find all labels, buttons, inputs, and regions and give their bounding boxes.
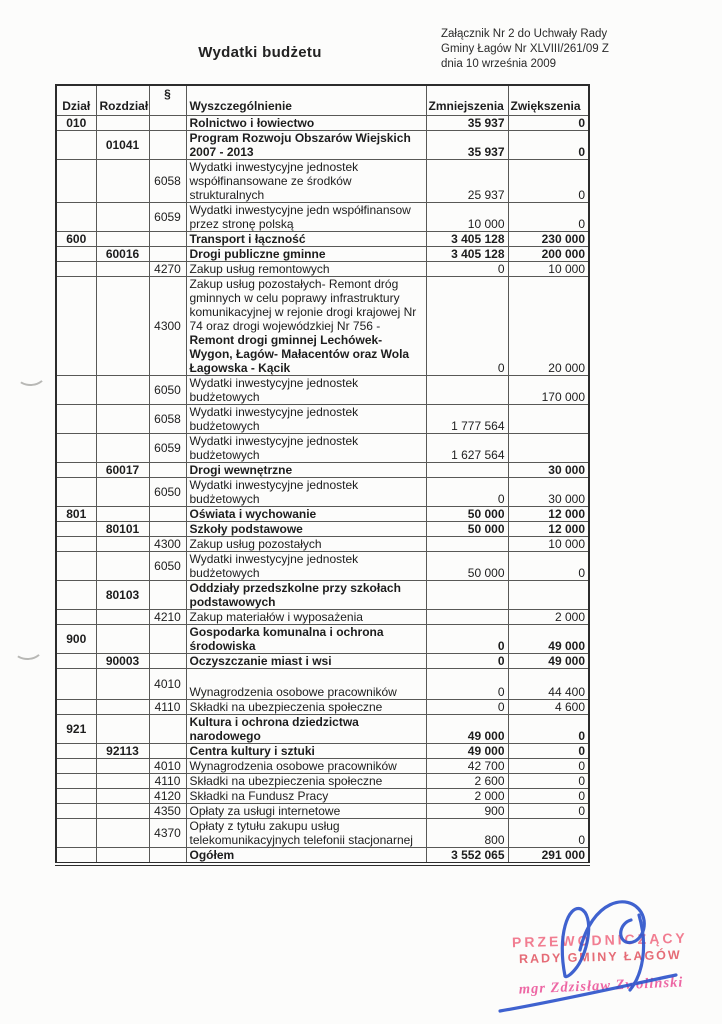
cell-rozdzial — [96, 277, 149, 376]
cell-dzial — [56, 552, 96, 581]
cell-paragraf — [149, 131, 186, 160]
cell-rozdzial — [96, 625, 149, 654]
cell-paragraf: 4300 — [149, 537, 186, 552]
stamp-name: mgr Zdzisław Zwoliński — [518, 974, 684, 998]
cell-wyszczegolnienie — [186, 819, 426, 848]
cell-paragraf — [149, 581, 186, 610]
cell-zwiekszenia: 12 000 — [508, 507, 589, 522]
cell-dzial — [56, 277, 96, 376]
cell-zmniejszenia: 35 937 — [426, 131, 508, 160]
column-header-paragraf: § — [149, 85, 186, 116]
table-row — [56, 744, 589, 759]
cell-dzial — [56, 537, 96, 552]
cell-wyszczegolnienie — [186, 478, 426, 507]
column-header-wyszczegolnienie: Wyszczególnienie — [186, 85, 426, 116]
cell-paragraf: 6059 — [149, 203, 186, 232]
cell-paragraf — [149, 848, 186, 865]
cell-rozdzial: 01041 — [96, 131, 149, 160]
cell-wyszczegolnienie — [186, 463, 426, 478]
cell-wyszczegolnienie — [186, 789, 426, 804]
punch-hole-mark — [15, 363, 46, 387]
cell-paragraf: 6050 — [149, 552, 186, 581]
cell-dzial — [56, 522, 96, 537]
cell-rozdzial — [96, 759, 149, 774]
cell-rozdzial — [96, 669, 149, 700]
description-text: Wydatki inwestycyjne jednostek budżetowych — [189, 552, 359, 580]
cell-zwiekszenia — [508, 405, 589, 434]
cell-dzial — [56, 160, 96, 203]
cell-dzial — [56, 700, 96, 715]
cell-zwiekszenia: 0 — [508, 789, 589, 804]
description-text: Wynagrodzenia osobowe pracowników — [189, 759, 397, 773]
description-text: Program Rozwoju Obszarów Wiejskich 2007 - 2013 — [189, 131, 411, 159]
cell-dzial — [56, 759, 96, 774]
cell-rozdzial: 60016 — [96, 247, 149, 262]
description-text: Wydatki inwestycyjne jednostek budżetowych — [189, 478, 359, 506]
description-text: Zakup usług pozostałych — [189, 537, 322, 551]
description-text: Składki na Fundusz Pracy — [189, 789, 329, 803]
cell-wyszczegolnienie — [186, 744, 426, 759]
description-text: Składki na ubezpieczenia społeczne — [189, 774, 383, 788]
cell-wyszczegolnienie — [186, 625, 426, 654]
cell-zwiekszenia: 44 400 — [508, 669, 589, 700]
cell-zmniejszenia: 50 000 — [426, 507, 508, 522]
description-text: Kultura i ochrona dziedzictwa narodowego — [189, 715, 359, 743]
description-text: Transport i łączność — [189, 232, 306, 246]
table-row — [56, 654, 589, 669]
cell-paragraf — [149, 522, 186, 537]
cell-dzial — [56, 848, 96, 865]
cell-zmniejszenia: 0 — [426, 654, 508, 669]
cell-paragraf — [149, 507, 186, 522]
cell-wyszczegolnienie — [186, 203, 426, 232]
cell-zwiekszenia: 4 600 — [508, 700, 589, 715]
cell-zmniejszenia — [426, 581, 508, 610]
table-row — [56, 131, 589, 160]
cell-rozdzial — [96, 700, 149, 715]
cell-zmniejszenia: 49 000 — [426, 715, 508, 744]
cell-zwiekszenia: 200 000 — [508, 247, 589, 262]
cell-zwiekszenia: 30 000 — [508, 478, 589, 507]
description-text: Wydatki inwestycyjne jednostek budżetowych — [189, 405, 359, 433]
cell-dzial: 900 — [56, 625, 96, 654]
cell-paragraf: 4300 — [149, 277, 186, 376]
cell-wyszczegolnienie — [186, 522, 426, 537]
table-row — [56, 463, 589, 478]
table-row — [56, 804, 589, 819]
cell-rozdzial — [96, 819, 149, 848]
cell-wyszczegolnienie — [186, 537, 426, 552]
attachment-line: Gminy Łagów Nr XLVIII/261/09 Z — [441, 43, 609, 55]
cell-zwiekszenia: 30 000 — [508, 463, 589, 478]
cell-dzial — [56, 581, 96, 610]
cell-wyszczegolnienie — [186, 247, 426, 262]
cell-wyszczegolnienie — [186, 610, 426, 625]
cell-dzial — [56, 262, 96, 277]
cell-dzial — [56, 131, 96, 160]
cell-dzial — [56, 669, 96, 700]
cell-paragraf — [149, 625, 186, 654]
cell-zwiekszenia: 12 000 — [508, 522, 589, 537]
cell-paragraf: 4370 — [149, 819, 186, 848]
description-text: Szkoły podstawowe — [189, 522, 303, 536]
cell-zwiekszenia: 230 000 — [508, 232, 589, 247]
cell-rozdzial: 60017 — [96, 463, 149, 478]
cell-zmniejszenia: 2 600 — [426, 774, 508, 789]
cell-wyszczegolnienie — [186, 262, 426, 277]
description-text: Opłaty za usługi internetowe — [189, 804, 341, 818]
cell-wyszczegolnienie — [186, 552, 426, 581]
attachment-note — [441, 27, 671, 72]
cell-zwiekszenia: 0 — [508, 160, 589, 203]
cell-wyszczegolnienie — [186, 700, 426, 715]
description-text: Zakup materiałów i wyposażenia — [189, 610, 363, 624]
cell-dzial — [56, 744, 96, 759]
cell-zmniejszenia: 50 000 — [426, 552, 508, 581]
cell-rozdzial — [96, 376, 149, 405]
column-header-zwiekszenia: Zwiększenia — [508, 85, 589, 116]
cell-rozdzial — [96, 507, 149, 522]
cell-zmniejszenia: 0 — [426, 277, 508, 376]
cell-dzial: 600 — [56, 232, 96, 247]
cell-paragraf — [149, 116, 186, 131]
cell-zmniejszenia: 900 — [426, 804, 508, 819]
cell-zwiekszenia: 0 — [508, 819, 589, 848]
cell-paragraf — [149, 463, 186, 478]
cell-rozdzial — [96, 478, 149, 507]
cell-zwiekszenia: 0 — [508, 131, 589, 160]
cell-zmniejszenia: 0 — [426, 478, 508, 507]
table-row — [56, 232, 589, 247]
description-text: Zakup usług remontowych — [189, 262, 330, 276]
description-text: Oddziały przedszkolne przy szkołach podstawowych — [189, 581, 401, 609]
budget-table — [55, 84, 590, 866]
table-row — [56, 610, 589, 625]
description-text: Opłaty z tytułu zakupu usług telekomunikacyjnych telefonii stacjonarnej — [189, 819, 413, 847]
cell-zmniejszenia: 42 700 — [426, 759, 508, 774]
cell-rozdzial — [96, 232, 149, 247]
cell-rozdzial — [96, 715, 149, 744]
table-row — [56, 581, 589, 610]
cell-rozdzial: 90003 — [96, 654, 149, 669]
cell-zwiekszenia: 170 000 — [508, 376, 589, 405]
table-row — [56, 774, 589, 789]
description-text: Ogółem — [189, 848, 235, 862]
cell-zmniejszenia: 1 777 564 — [426, 405, 508, 434]
attachment-line: Załącznik Nr 2 do Uchwały Rady — [441, 28, 608, 40]
cell-zmniejszenia: 10 000 — [426, 203, 508, 232]
table-row — [56, 715, 589, 744]
cell-dzial — [56, 405, 96, 434]
cell-wyszczegolnienie — [186, 277, 426, 376]
cell-zmniejszenia: 49 000 — [426, 744, 508, 759]
cell-zmniejszenia: 50 000 — [426, 522, 508, 537]
cell-dzial — [56, 819, 96, 848]
table-row — [56, 277, 589, 376]
cell-paragraf — [149, 232, 186, 247]
description-text: Zakup usług pozostałych- Remont dróg gminnych w celu poprawy infrastruktury komunikacyjnej w rejonie drogi krajowej Nr 74 oraz drogi wojewódzkiej Nr 756 - — [189, 277, 417, 333]
table-row — [56, 116, 589, 131]
cell-rozdzial: 80101 — [96, 522, 149, 537]
cell-zwiekszenia: 291 000 — [508, 848, 589, 865]
cell-zwiekszenia: 0 — [508, 715, 589, 744]
cell-dzial: 801 — [56, 507, 96, 522]
description-text: Rolnictwo i łowiectwo — [189, 116, 315, 130]
cell-paragraf: 4110 — [149, 700, 186, 715]
cell-zmniejszenia: 2 000 — [426, 789, 508, 804]
cell-rozdzial — [96, 552, 149, 581]
cell-zwiekszenia — [508, 434, 589, 463]
cell-wyszczegolnienie — [186, 715, 426, 744]
cell-rozdzial — [96, 848, 149, 865]
cell-wyszczegolnienie — [186, 804, 426, 819]
cell-paragraf: 4010 — [149, 669, 186, 700]
cell-zmniejszenia: 800 — [426, 819, 508, 848]
table-row — [56, 759, 589, 774]
description-text: Drogi wewnętrzne — [189, 463, 293, 477]
table-row — [56, 376, 589, 405]
cell-zwiekszenia: 10 000 — [508, 262, 589, 277]
cell-zmniejszenia: 1 627 564 — [426, 434, 508, 463]
table-row — [56, 434, 589, 463]
cell-zmniejszenia — [426, 610, 508, 625]
table-row — [56, 789, 589, 804]
cell-wyszczegolnienie — [186, 116, 426, 131]
description-text: Wynagrodzenia osobowe pracowników — [189, 685, 397, 699]
cell-wyszczegolnienie — [186, 160, 426, 203]
cell-paragraf — [149, 715, 186, 744]
table-row — [56, 478, 589, 507]
cell-paragraf — [149, 744, 186, 759]
attachment-line: dnia 10 września 2009 — [441, 58, 557, 70]
table-row — [56, 507, 589, 522]
cell-paragraf: 4270 — [149, 262, 186, 277]
cell-zwiekszenia: 0 — [508, 744, 589, 759]
cell-rozdzial — [96, 804, 149, 819]
table-row — [56, 203, 589, 232]
table-row — [56, 625, 589, 654]
cell-zmniejszenia: 3 405 128 — [426, 232, 508, 247]
cell-zmniejszenia — [426, 537, 508, 552]
cell-paragraf: 6058 — [149, 160, 186, 203]
table-row — [56, 552, 589, 581]
table-row — [56, 405, 589, 434]
cell-dzial — [56, 654, 96, 669]
cell-dzial — [56, 789, 96, 804]
cell-paragraf: 6059 — [149, 434, 186, 463]
cell-wyszczegolnienie — [186, 507, 426, 522]
description-text: Oświata i wychowanie — [189, 507, 317, 521]
signature-scribble — [470, 888, 710, 1020]
cell-paragraf: 6058 — [149, 405, 186, 434]
description-text-bold: Remont drogi gminnej Lechówek-Wygon, Łagów- Małacentów oraz Wola Łagowska - Kącik — [189, 333, 410, 375]
cell-rozdzial — [96, 116, 149, 131]
description-text: Centra kultury i sztuki — [189, 744, 315, 758]
cell-dzial — [56, 434, 96, 463]
column-header-rozdzial: Rozdział — [96, 85, 149, 116]
cell-zwiekszenia: 0 — [508, 804, 589, 819]
cell-paragraf: 4210 — [149, 610, 186, 625]
cell-dzial: 010 — [56, 116, 96, 131]
table-row — [56, 247, 589, 262]
cell-rozdzial: 80103 — [96, 581, 149, 610]
table-row — [56, 537, 589, 552]
stamp-title: PRZEWODNICZĄCY — [511, 929, 688, 951]
cell-rozdzial — [96, 789, 149, 804]
cell-zwiekszenia: 0 — [508, 552, 589, 581]
cell-zwiekszenia: 0 — [508, 759, 589, 774]
cell-rozdzial — [96, 405, 149, 434]
cell-dzial — [56, 774, 96, 789]
cell-paragraf — [149, 654, 186, 669]
cell-paragraf: 6050 — [149, 376, 186, 405]
description-text: Składki na ubezpieczenia społeczne — [189, 700, 383, 714]
punch-hole-mark — [12, 637, 43, 661]
cell-zwiekszenia: 0 — [508, 203, 589, 232]
cell-rozdzial — [96, 203, 149, 232]
cell-wyszczegolnienie — [186, 581, 426, 610]
cell-dzial — [56, 478, 96, 507]
table-row — [56, 160, 589, 203]
description-text: Wydatki inwestycyjne jednostek budżetowych — [189, 376, 359, 404]
cell-zmniejszenia — [426, 463, 508, 478]
cell-dzial — [56, 203, 96, 232]
cell-zmniejszenia: 3 552 065 — [426, 848, 508, 865]
cell-wyszczegolnienie — [186, 669, 426, 700]
table-row — [56, 848, 589, 865]
cell-zmniejszenia: 0 — [426, 669, 508, 700]
table-row — [56, 819, 589, 848]
cell-zmniejszenia: 0 — [426, 625, 508, 654]
table-row — [56, 669, 589, 700]
cell-zwiekszenia: 2 000 — [508, 610, 589, 625]
cell-wyszczegolnienie — [186, 232, 426, 247]
description-text: Wydatki inwestycyjne jedn współfinansow przez stronę polską — [189, 203, 411, 231]
cell-rozdzial: 92113 — [96, 744, 149, 759]
cell-zmniejszenia: 35 937 — [426, 116, 508, 131]
table-header-row — [56, 85, 589, 116]
cell-paragraf — [149, 247, 186, 262]
cell-dzial — [56, 610, 96, 625]
cell-zwiekszenia: 49 000 — [508, 625, 589, 654]
cell-dzial — [56, 463, 96, 478]
cell-zmniejszenia: 0 — [426, 700, 508, 715]
stamp-council: RADY GMINY ŁAGÓW — [518, 947, 682, 967]
description-text: Wydatki inwestycyjne jednostek współfinansowane ze środków strukturalnych — [189, 160, 359, 202]
description-text: Oczyszczanie miast i wsi — [189, 654, 332, 668]
description-text: Wydatki inwestycyjne jednostek budżetowych — [189, 434, 359, 462]
description-text: Drogi publiczne gminne — [189, 247, 326, 261]
cell-wyszczegolnienie — [186, 405, 426, 434]
cell-wyszczegolnienie — [186, 376, 426, 405]
cell-paragraf: 4350 — [149, 804, 186, 819]
cell-wyszczegolnienie — [186, 774, 426, 789]
column-header-zmniejszenia: Zmniejszenia — [426, 85, 508, 116]
table-row — [56, 700, 589, 715]
budget-table-body — [56, 116, 589, 865]
cell-zmniejszenia — [426, 376, 508, 405]
cell-rozdzial — [96, 262, 149, 277]
cell-zwiekszenia: 20 000 — [508, 277, 589, 376]
cell-zwiekszenia: 49 000 — [508, 654, 589, 669]
cell-dzial — [56, 376, 96, 405]
cell-rozdzial — [96, 160, 149, 203]
cell-zwiekszenia: 0 — [508, 774, 589, 789]
column-header-dzial: Dział — [56, 85, 96, 116]
cell-wyszczegolnienie — [186, 654, 426, 669]
cell-zwiekszenia: 10 000 — [508, 537, 589, 552]
cell-zmniejszenia: 3 405 128 — [426, 247, 508, 262]
cell-wyszczegolnienie — [186, 434, 426, 463]
cell-rozdzial — [96, 434, 149, 463]
cell-paragraf: 4010 — [149, 759, 186, 774]
cell-wyszczegolnienie — [186, 131, 426, 160]
description-text: Gospodarka komunalna i ochrona środowiska — [189, 625, 384, 653]
page-title: Wydatki budżetu — [198, 44, 322, 61]
cell-paragraf: 4110 — [149, 774, 186, 789]
cell-rozdzial — [96, 774, 149, 789]
cell-zmniejszenia: 0 — [426, 262, 508, 277]
cell-wyszczegolnienie — [186, 848, 426, 865]
cell-dzial — [56, 804, 96, 819]
cell-wyszczegolnienie — [186, 759, 426, 774]
cell-paragraf: 4120 — [149, 789, 186, 804]
cell-dzial — [56, 247, 96, 262]
cell-zmniejszenia: 25 937 — [426, 160, 508, 203]
cell-zwiekszenia — [508, 581, 589, 610]
cell-paragraf: 6050 — [149, 478, 186, 507]
cell-rozdzial — [96, 610, 149, 625]
table-row — [56, 262, 589, 277]
cell-zwiekszenia: 0 — [508, 116, 589, 131]
cell-dzial: 921 — [56, 715, 96, 744]
table-row — [56, 522, 589, 537]
cell-rozdzial — [96, 537, 149, 552]
